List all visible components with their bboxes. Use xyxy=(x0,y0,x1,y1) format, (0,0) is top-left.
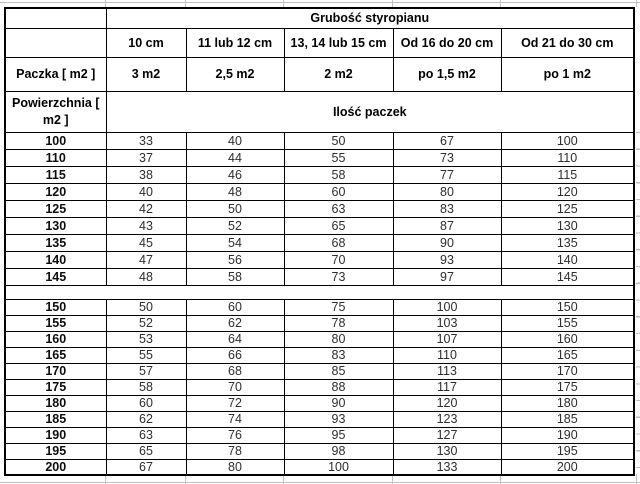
table-row xyxy=(5,347,634,363)
value-cell: 47 xyxy=(106,251,186,268)
area-cell: 180 xyxy=(5,395,106,411)
col-header-16-20cm: Od 16 do 20 cm xyxy=(393,28,501,57)
value-cell: 44 xyxy=(186,149,284,166)
value-cell: 80 xyxy=(284,331,393,347)
gridline-stub xyxy=(392,0,393,7)
value-cell: 53 xyxy=(106,331,186,347)
value-cell: 103 xyxy=(393,315,501,331)
area-cell: 200 xyxy=(5,459,106,475)
value-cell: 63 xyxy=(106,427,186,443)
value-cell: 50 xyxy=(186,200,284,217)
table-row xyxy=(5,411,634,427)
area-cell: 170 xyxy=(5,363,106,379)
table-row xyxy=(5,183,634,200)
value-cell: 180 xyxy=(501,395,634,411)
value-cell: 77 xyxy=(393,166,501,183)
col-header-11-12cm: 11 lub 12 cm xyxy=(186,28,284,57)
value-cell: 85 xyxy=(284,363,393,379)
gridline-stub xyxy=(500,0,501,7)
table-row xyxy=(5,268,634,285)
value-cell: 110 xyxy=(393,347,501,363)
value-cell: 115 xyxy=(501,166,634,183)
value-cell: 67 xyxy=(393,132,501,149)
value-cell: 127 xyxy=(393,427,501,443)
area-cell: 120 xyxy=(5,183,106,200)
value-cell: 48 xyxy=(186,183,284,200)
value-cell: 175 xyxy=(501,379,634,395)
value-cell: 50 xyxy=(106,299,186,315)
value-cell: 65 xyxy=(106,443,186,459)
area-cell: 100 xyxy=(5,132,106,149)
gridline-stub xyxy=(185,0,186,7)
area-cell: 135 xyxy=(5,234,106,251)
separator-cell xyxy=(5,285,634,299)
area-cell: 190 xyxy=(5,427,106,443)
value-cell: 67 xyxy=(106,459,186,475)
value-cell: 110 xyxy=(501,149,634,166)
value-cell: 78 xyxy=(186,443,284,459)
value-cell: 64 xyxy=(186,331,284,347)
value-cell: 135 xyxy=(501,234,634,251)
value-cell: 155 xyxy=(501,315,634,331)
thickness-columns-row xyxy=(5,28,634,57)
value-cell: 56 xyxy=(186,251,284,268)
area-row-label: Powierzchnia [ m2 ] xyxy=(5,91,106,132)
empty-cell xyxy=(5,28,106,57)
value-cell: 93 xyxy=(284,411,393,427)
area-cell: 140 xyxy=(5,251,106,268)
area-cell: 150 xyxy=(5,299,106,315)
value-cell: 46 xyxy=(186,166,284,183)
value-cell: 55 xyxy=(106,347,186,363)
package-size-cell: po 1,5 m2 xyxy=(393,57,501,91)
value-cell: 40 xyxy=(186,132,284,149)
area-cell: 175 xyxy=(5,379,106,395)
value-cell: 98 xyxy=(284,443,393,459)
value-cell: 43 xyxy=(106,217,186,234)
value-cell: 133 xyxy=(393,459,501,475)
value-cell: 80 xyxy=(186,459,284,475)
value-cell: 73 xyxy=(393,149,501,166)
package-size-cell: 2,5 m2 xyxy=(186,57,284,91)
quantity-header-cell: Ilość paczek xyxy=(106,91,634,132)
value-cell: 48 xyxy=(106,268,186,285)
value-cell: 113 xyxy=(393,363,501,379)
value-cell: 145 xyxy=(501,268,634,285)
value-cell: 60 xyxy=(186,299,284,315)
area-cell: 155 xyxy=(5,315,106,331)
corner-empty-cell xyxy=(5,8,106,28)
value-cell: 68 xyxy=(284,234,393,251)
table-row xyxy=(5,459,634,475)
area-cell: 160 xyxy=(5,331,106,347)
table-row xyxy=(5,200,634,217)
table-row xyxy=(5,363,634,379)
value-cell: 165 xyxy=(501,347,634,363)
value-cell: 87 xyxy=(393,217,501,234)
value-cell: 62 xyxy=(106,411,186,427)
table-row xyxy=(5,299,634,315)
value-cell: 40 xyxy=(106,183,186,200)
value-cell: 100 xyxy=(501,132,634,149)
value-cell: 100 xyxy=(284,459,393,475)
area-cell: 115 xyxy=(5,166,106,183)
value-cell: 57 xyxy=(106,363,186,379)
table-row xyxy=(5,234,634,251)
value-cell: 60 xyxy=(284,183,393,200)
value-cell: 117 xyxy=(393,379,501,395)
gridline-stubs-right xyxy=(636,132,640,473)
value-cell: 88 xyxy=(284,379,393,395)
value-cell: 58 xyxy=(284,166,393,183)
gridline-stub-top xyxy=(0,2,640,3)
thickness-header-cell: Grubość styropianu xyxy=(106,8,634,28)
value-cell: 107 xyxy=(393,331,501,347)
area-cell: 130 xyxy=(5,217,106,234)
table-row xyxy=(5,443,634,459)
value-cell: 93 xyxy=(393,251,501,268)
value-cell: 33 xyxy=(106,132,186,149)
package-row-label: Paczka [ m2 ] xyxy=(5,57,106,91)
value-cell: 72 xyxy=(186,395,284,411)
value-cell: 37 xyxy=(106,149,186,166)
value-cell: 38 xyxy=(106,166,186,183)
gridline-stub xyxy=(283,0,284,7)
value-cell: 65 xyxy=(284,217,393,234)
separator-row xyxy=(5,285,634,299)
value-cell: 185 xyxy=(501,411,634,427)
value-cell: 68 xyxy=(186,363,284,379)
value-cell: 76 xyxy=(186,427,284,443)
value-cell: 150 xyxy=(501,299,634,315)
package-size-cell: 3 m2 xyxy=(106,57,186,91)
value-cell: 100 xyxy=(393,299,501,315)
value-cell: 45 xyxy=(106,234,186,251)
thickness-header-row xyxy=(5,8,634,28)
value-cell: 90 xyxy=(284,395,393,411)
table-row xyxy=(5,217,634,234)
value-cell: 130 xyxy=(501,217,634,234)
value-cell: 54 xyxy=(186,234,284,251)
value-cell: 83 xyxy=(284,347,393,363)
area-cell: 165 xyxy=(5,347,106,363)
value-cell: 70 xyxy=(186,379,284,395)
table-row xyxy=(5,251,634,268)
value-cell: 75 xyxy=(284,299,393,315)
value-cell: 66 xyxy=(186,347,284,363)
value-cell: 50 xyxy=(284,132,393,149)
value-cell: 63 xyxy=(284,200,393,217)
value-cell: 95 xyxy=(284,427,393,443)
table-row xyxy=(5,149,634,166)
table-row xyxy=(5,132,634,149)
value-cell: 120 xyxy=(393,395,501,411)
value-cell: 58 xyxy=(186,268,284,285)
value-cell: 55 xyxy=(284,149,393,166)
table-row xyxy=(5,331,634,347)
styrofoam-packages-table xyxy=(4,7,635,476)
package-size-row xyxy=(5,57,634,91)
col-header-21-30cm: Od 21 do 30 cm xyxy=(501,28,634,57)
table-row xyxy=(5,315,634,331)
area-cell: 145 xyxy=(5,268,106,285)
value-cell: 60 xyxy=(106,395,186,411)
value-cell: 52 xyxy=(186,217,284,234)
quantity-header-row xyxy=(5,91,634,132)
area-cell: 185 xyxy=(5,411,106,427)
value-cell: 52 xyxy=(106,315,186,331)
value-cell: 170 xyxy=(501,363,634,379)
area-cell: 125 xyxy=(5,200,106,217)
value-cell: 42 xyxy=(106,200,186,217)
area-cell: 110 xyxy=(5,149,106,166)
value-cell: 83 xyxy=(393,200,501,217)
value-cell: 70 xyxy=(284,251,393,268)
value-cell: 90 xyxy=(393,234,501,251)
package-size-cell: 2 m2 xyxy=(284,57,393,91)
table-row xyxy=(5,427,634,443)
gridline-stub xyxy=(636,0,637,7)
area-cell: 195 xyxy=(5,443,106,459)
value-cell: 78 xyxy=(284,315,393,331)
value-cell: 58 xyxy=(106,379,186,395)
table-row xyxy=(5,379,634,395)
value-cell: 125 xyxy=(501,200,634,217)
table-row xyxy=(5,166,634,183)
value-cell: 62 xyxy=(186,315,284,331)
package-size-cell: po 1 m2 xyxy=(501,57,634,91)
value-cell: 190 xyxy=(501,427,634,443)
gridline-stub-bottom xyxy=(0,482,640,483)
table-row xyxy=(5,395,634,411)
value-cell: 97 xyxy=(393,268,501,285)
value-cell: 74 xyxy=(186,411,284,427)
value-cell: 195 xyxy=(501,443,634,459)
value-cell: 200 xyxy=(501,459,634,475)
value-cell: 120 xyxy=(501,183,634,200)
col-header-13-15cm: 13, 14 lub 15 cm xyxy=(284,28,393,57)
value-cell: 160 xyxy=(501,331,634,347)
value-cell: 123 xyxy=(393,411,501,427)
value-cell: 80 xyxy=(393,183,501,200)
value-cell: 140 xyxy=(501,251,634,268)
col-header-10cm: 10 cm xyxy=(106,28,186,57)
gridline-stub xyxy=(105,0,106,7)
value-cell: 130 xyxy=(393,443,501,459)
value-cell: 73 xyxy=(284,268,393,285)
